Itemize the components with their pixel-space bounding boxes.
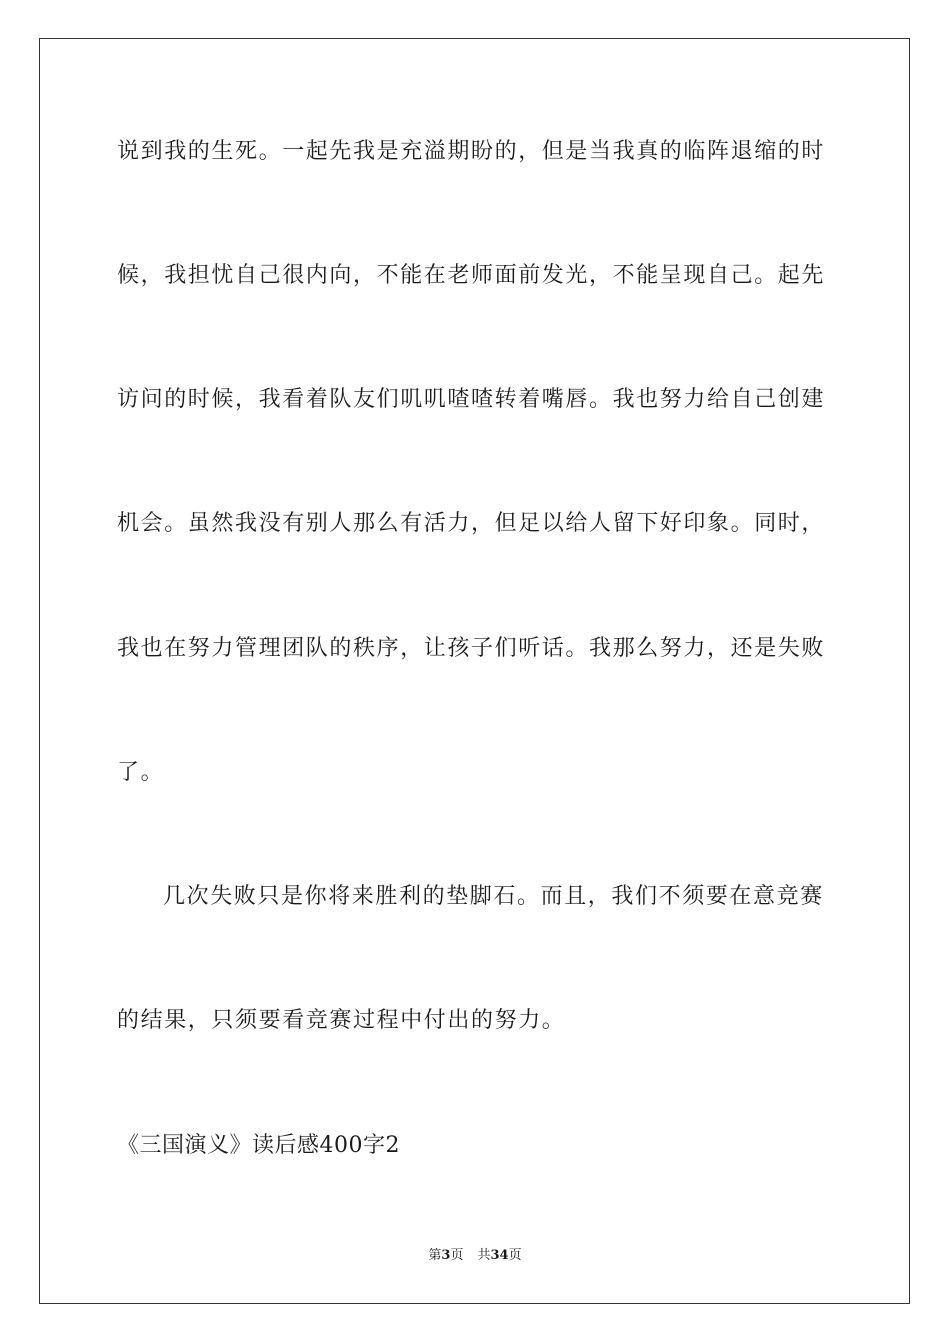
paragraph-line-5: 我也在努力管理团队的秩序，让孩子们听话。我那么努力，还是失败 bbox=[117, 636, 826, 661]
paragraph-line-4: 机会。虽然我没有别人那么有活力，但足以给人留下好印象。同时， bbox=[117, 511, 826, 536]
footer-total-pages: 34 bbox=[490, 1248, 509, 1263]
page-footer bbox=[0, 1247, 950, 1265]
paragraph-line-8: 的结果，只须要看竞赛过程中付出的努力。 bbox=[117, 1008, 566, 1033]
paragraph-line-3: 访问的时候，我看着队友们叽叽喳喳转着嘴唇。我也努力给自己创建 bbox=[117, 387, 826, 412]
footer-page-number: 3 bbox=[441, 1248, 451, 1263]
footer-page-prefix: 第 bbox=[428, 1248, 442, 1263]
footer-total-prefix: 共 bbox=[477, 1248, 491, 1263]
footer-page-suffix: 页 bbox=[450, 1248, 464, 1263]
paragraph-line-7: 几次失败只是你将来胜利的垫脚石。而且，我们不须要在意竞赛 bbox=[163, 884, 824, 909]
paragraph-line-2: 候，我担忧自己很内向，不能在老师面前发光，不能呈现自己。起先 bbox=[117, 263, 826, 288]
section-heading: 《三国演义》读后感400字2 bbox=[117, 1133, 400, 1158]
page-border bbox=[39, 38, 910, 1304]
paragraph-line-1: 说到我的生死。一起先我是充溢期盼的，但是当我真的临阵退缩的时 bbox=[117, 139, 826, 164]
paragraph-line-6: 了。 bbox=[117, 760, 165, 785]
footer-total-suffix: 页 bbox=[508, 1248, 522, 1263]
